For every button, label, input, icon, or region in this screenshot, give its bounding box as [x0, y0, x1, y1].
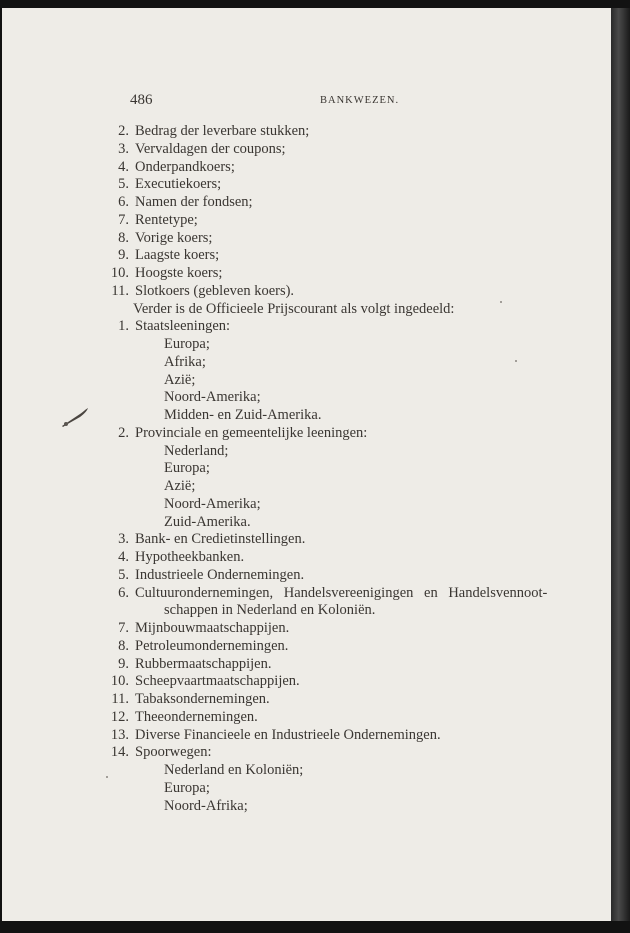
page-number: 486: [130, 92, 153, 108]
item-number: 8.: [118, 637, 129, 654]
item-number: 14.: [110, 744, 129, 761]
item-text: Petroleumondernemingen.: [135, 637, 289, 654]
sub-item: Europa;: [164, 779, 210, 796]
paper-speck: [515, 360, 517, 362]
item-text: Scheepvaartmaatschappijen.: [135, 673, 300, 690]
item-text: Slotkoers (gebleven koers).: [135, 282, 295, 299]
item-text: Diverse Financieele en Industrieele Ondernemingen.: [135, 726, 441, 743]
sub-item: Azië;: [164, 478, 196, 494]
item-text: Spoorwegen:: [135, 744, 212, 761]
item-number: 13.: [110, 726, 129, 743]
item-number: 2.: [118, 123, 129, 139]
sub-item: Europa;: [164, 336, 210, 352]
item-text: Onderpandkoers;: [135, 158, 235, 175]
item-text: Bank- en Credietinstellingen.: [135, 531, 306, 548]
item-text: Rubbermaatschappijen.: [135, 655, 272, 672]
item-text: Provinciale en gemeentelijke leeningen:: [135, 424, 368, 441]
item-number: 6.: [118, 194, 129, 210]
sub-item: Nederland en Koloniën;: [164, 762, 304, 778]
item-number: 6.: [118, 584, 129, 601]
sub-item: Europa;: [164, 460, 210, 477]
item-number: 8.: [118, 229, 129, 246]
item-number: 4.: [118, 158, 129, 175]
item-text: Hoogste koers;: [135, 265, 223, 281]
sub-item: Nederland;: [164, 442, 229, 459]
item-number: 1.: [118, 318, 129, 335]
item-text: Executiekoers;: [135, 176, 222, 193]
sub-item: Azië;: [164, 371, 196, 388]
intro-paragraph: Verder is de Officieele Prijscourant als volgt ingedeeld:: [133, 300, 455, 317]
continuation-line: schappen in Nederland en Koloniën.: [164, 602, 376, 619]
item-text: Vervaldagen der coupons;: [135, 140, 286, 157]
item-number: 11.: [111, 691, 129, 707]
item-text: Vorige koers;: [135, 229, 213, 246]
item-text: Hypotheekbanken.: [135, 549, 245, 565]
item-number: 5.: [118, 176, 129, 193]
item-text: Industrieele Ondernemingen.: [135, 566, 305, 583]
item-text: Namen der fondsen;: [135, 194, 253, 210]
item-number: 5.: [118, 566, 129, 583]
item-text: Bedrag der leverbare stukken;: [135, 123, 310, 139]
paper-speck: [106, 776, 108, 778]
item-text: Tabaksondernemingen.: [135, 691, 270, 707]
paper-speck: [500, 301, 502, 303]
item-number: 9.: [118, 247, 129, 264]
item-number: 2.: [118, 424, 129, 441]
item-number: 11.: [111, 282, 129, 299]
sub-item: Noord-Amerika;: [164, 495, 261, 512]
item-number: 12.: [110, 708, 129, 725]
ink-stain-mark: [60, 406, 90, 428]
item-number: 7.: [118, 620, 129, 636]
page-header: [2, 92, 611, 112]
sub-item: Noord-Amerika;: [164, 389, 261, 406]
sub-item: Afrika;: [164, 353, 206, 370]
sub-item: Noord-Afrika;: [164, 797, 248, 814]
item-number: 10.: [110, 673, 129, 690]
running-title: BANKWEZEN.: [320, 95, 400, 106]
sub-item: Midden- en Zuid-Amerika.: [164, 407, 322, 423]
item-text: Staatsleeningen:: [135, 318, 231, 335]
book-page: [2, 8, 611, 921]
sub-item: Zuid-Amerika.: [164, 513, 251, 530]
item-number: 10.: [110, 265, 129, 281]
item-number: 3.: [118, 531, 129, 548]
item-text: Theeondernemingen.: [135, 708, 258, 725]
item-number: 4.: [118, 549, 129, 565]
item-number: 3.: [118, 140, 129, 157]
page-edge: [611, 8, 630, 921]
item-text: Rentetype;: [135, 211, 198, 228]
item-text: Cultuurondernemingen, Handelsvereenigingen en Handelsvennoot-: [135, 584, 548, 601]
item-text: Mijnbouwmaatschappijen.: [135, 620, 290, 636]
item-number: 9.: [118, 655, 129, 672]
item-number: 7.: [118, 211, 129, 228]
item-text: Laagste koers;: [135, 247, 220, 264]
